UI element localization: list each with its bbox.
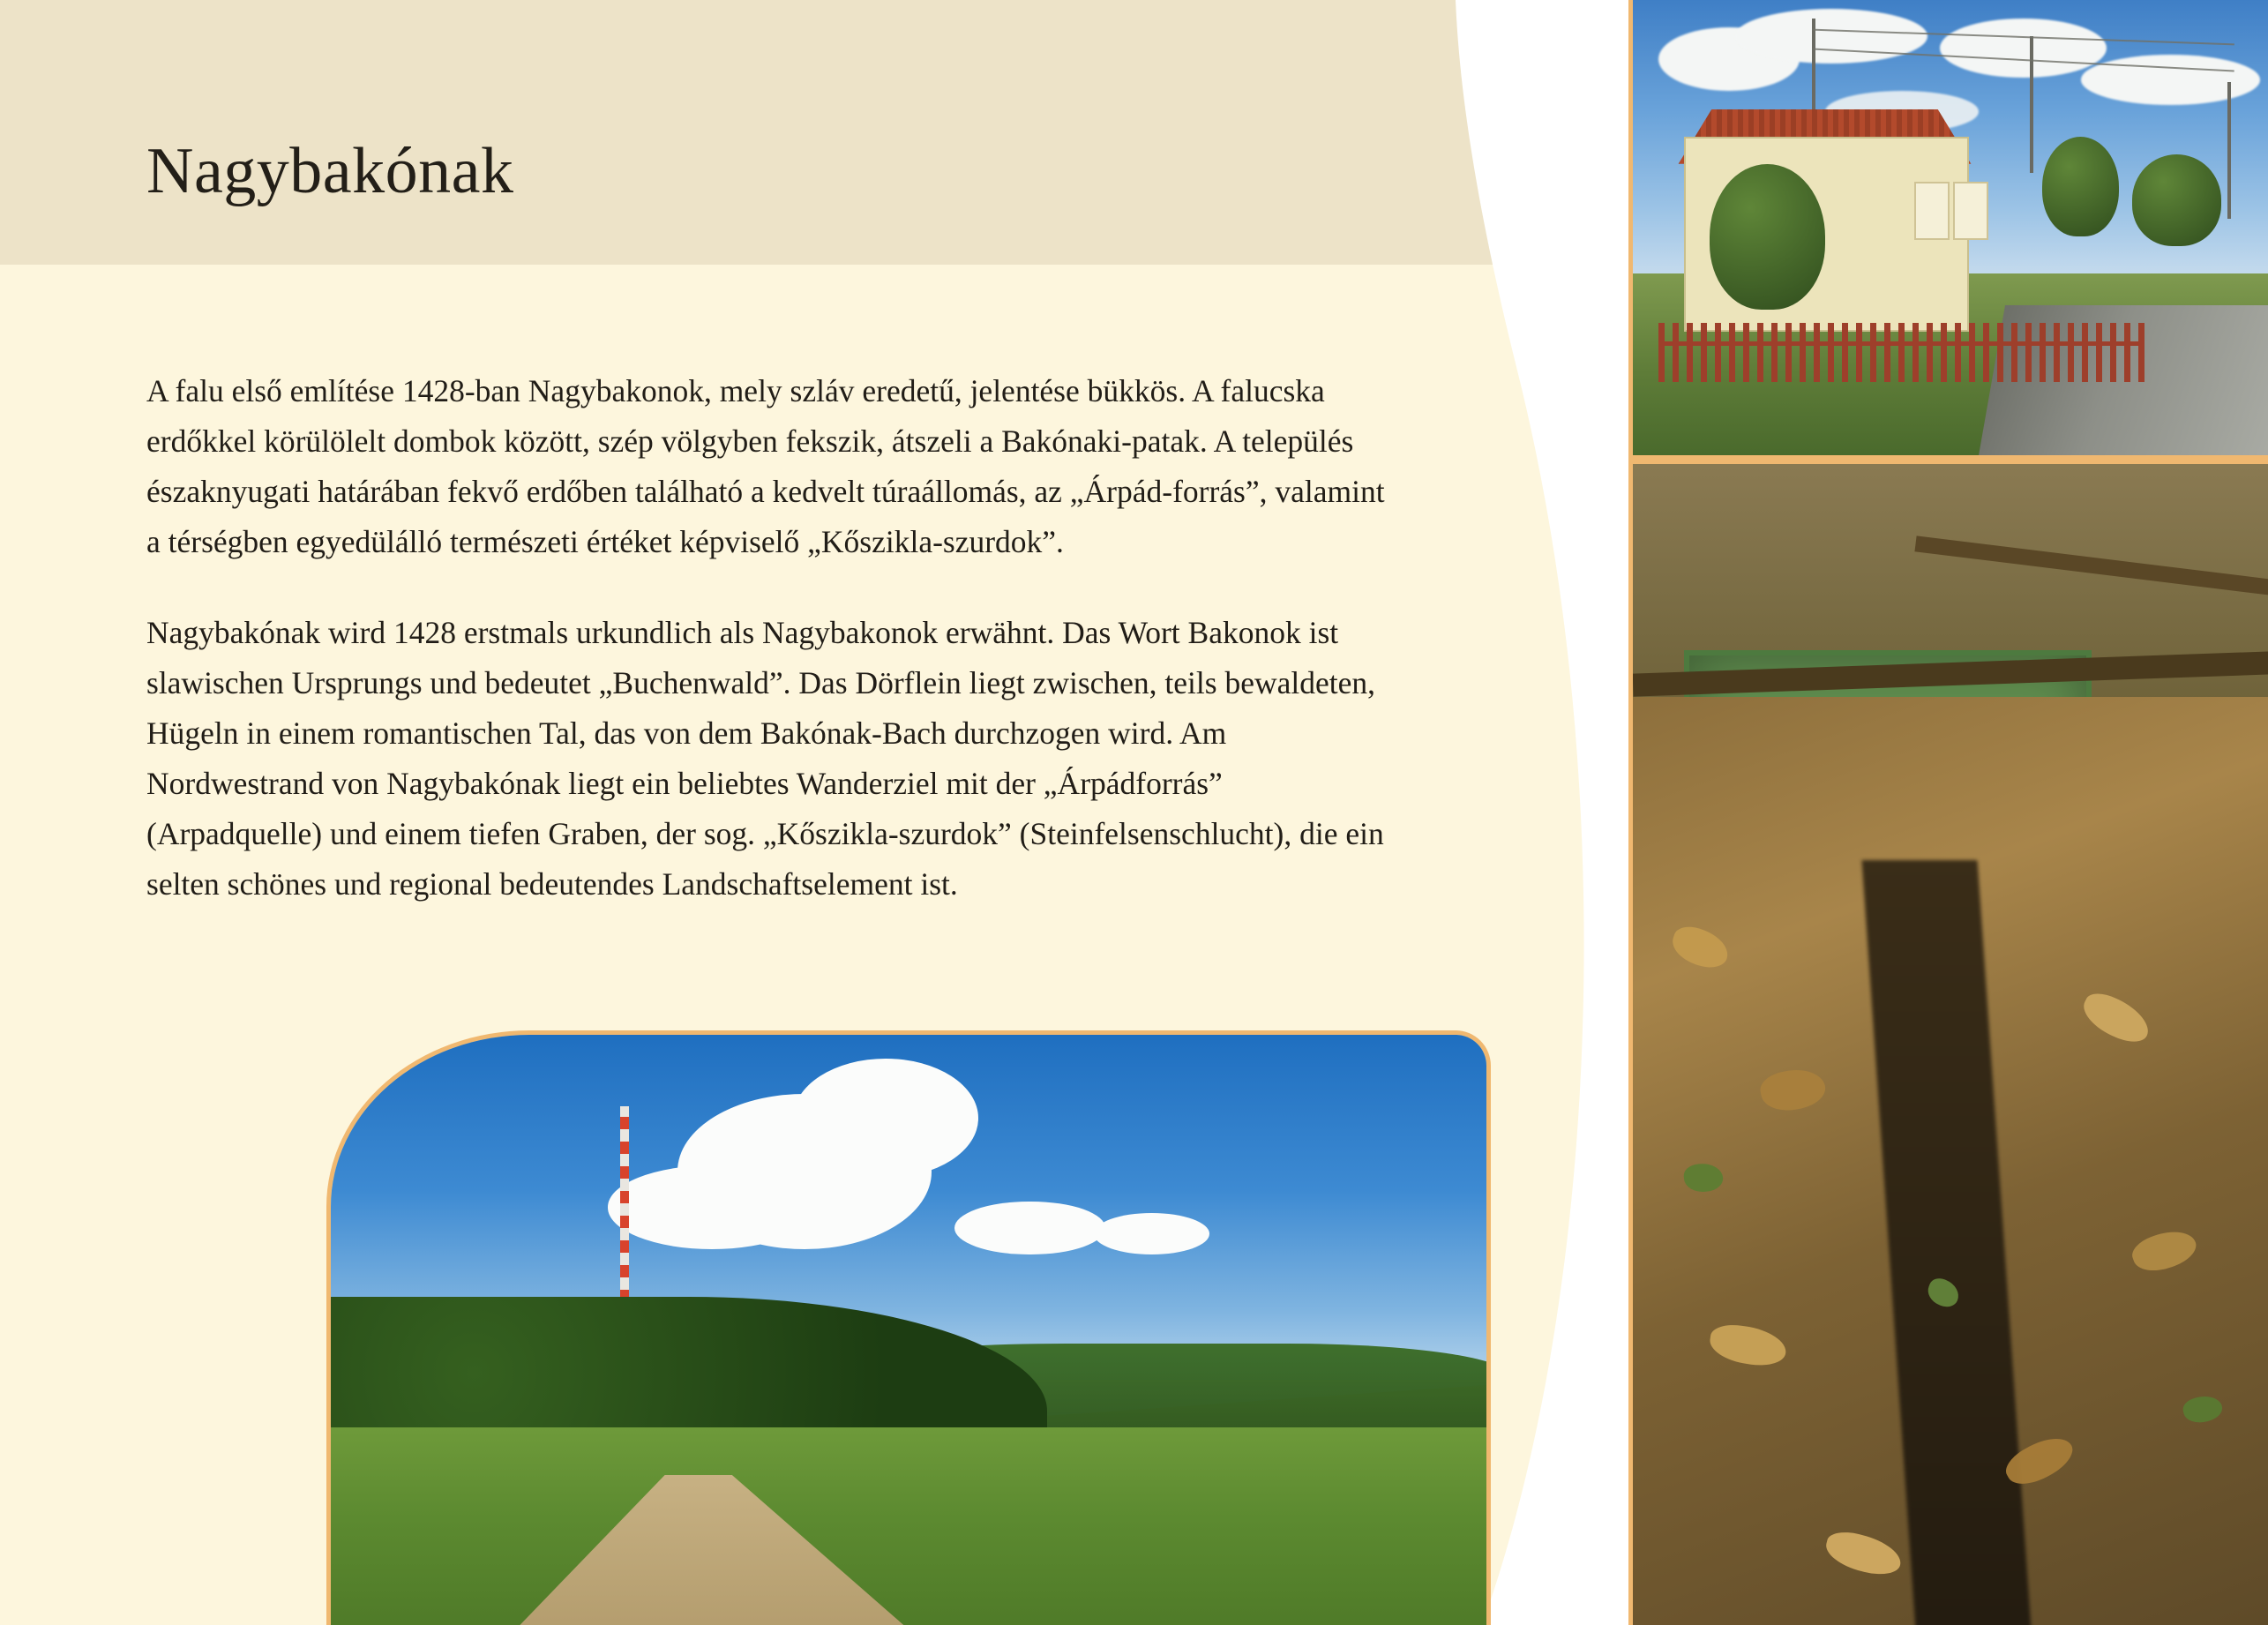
paragraph-hungarian: A falu első említése 1428-ban Nagybakonok, mely szláv eredetű, jelentése bükkös. A falucska erdőkkel körülölelt dombok között, szép völgyben fekszik, átszeli a Bakónaki-patak. A település északnyugati határában fekvő erdőben található a kedvelt túraállomás, az „Árpád-forrás”, valamint a térségben egyedülálló természeti értéket képviselő „Kőszikla-szurdok”. xyxy=(146,373,1385,559)
cloud xyxy=(2081,55,2260,105)
cloud xyxy=(954,1202,1104,1255)
cloud xyxy=(1094,1213,1209,1254)
tree xyxy=(1710,164,1825,310)
ravine-spring-photo xyxy=(1628,460,2268,1625)
page-title: Nagybakónak xyxy=(146,135,514,207)
transmission-tower xyxy=(620,1106,629,1302)
cloud xyxy=(608,1165,816,1248)
utility-pole xyxy=(2030,36,2033,173)
cloud xyxy=(1735,9,1927,64)
paragraph-german: Nagybakónak wird 1428 erstmals urkundlich als Nagybakonok erwähnt. Das Wort Bakonok ist slawischen Ursprungs und bedeutet „Buchenwald”. Das Dörflein liegt zwischen, teils bewaldeten, Hügeln in einem romantischen Tal, das von dem Bakónak-Bach durchzogen wird. Am Nordwestrand von Nagybakónak liegt ein beliebtes Wanderziel mit der „Árpádforrás” (Arpadquelle) und einem tiefen Graben, der sog. „Kőszikla-szurdok” (Steinfelsenschlucht), die ein selten schönes und regional bedeutendes Landschaftselement ist. xyxy=(146,615,1384,902)
body-text xyxy=(146,366,1399,910)
cloud xyxy=(1940,19,2107,78)
tree xyxy=(2042,137,2119,237)
fence xyxy=(1658,323,2144,382)
house-window xyxy=(1914,182,1950,240)
utility-pole xyxy=(2227,82,2231,219)
cloud xyxy=(793,1059,978,1178)
village-street-photo xyxy=(1628,0,2268,460)
meadow-path-photo xyxy=(326,1030,1491,1625)
house-window xyxy=(1953,182,1988,240)
meadow-grass xyxy=(331,1427,1486,1625)
tree xyxy=(2132,154,2222,245)
